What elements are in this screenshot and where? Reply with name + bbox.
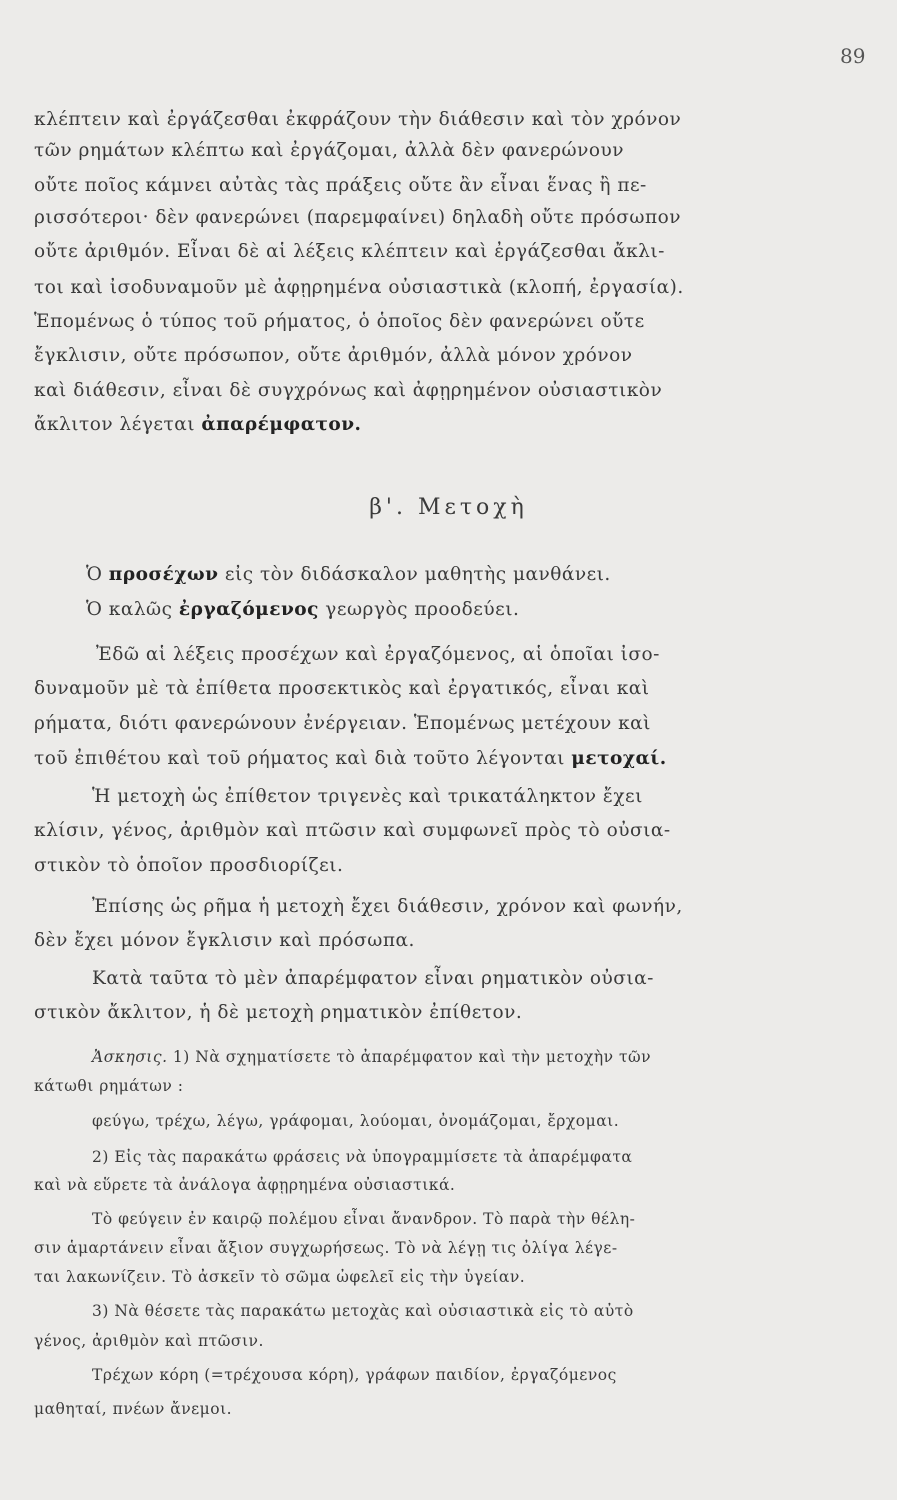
text-line: τῶν ρημάτων κλέπτω καὶ ἐργάζομαι, ἀλλὰ δὲν φανερώνουν: [34, 140, 624, 161]
text-span: ἄκλιτον λέγεται: [34, 414, 202, 435]
term-infinitive: ἀπαρέμφατον.: [201, 414, 362, 435]
text-line: Κατὰ ταῦτα τὸ μὲν ἀπαρέμφατον εἶναι ρηματικὸν οὐσια-: [92, 968, 654, 989]
text-line: Ἐπίσης ὡς ρῆμα ἡ μετοχὴ ἔχει διάθεσιν, χρόνον καὶ φωνήν,: [92, 896, 683, 917]
exercise-line: φεύγω, τρέχω, λέγω, γράφομαι, λούομαι, ὀνομάζομαι, ἔρχομαι.: [92, 1112, 620, 1130]
exercise-line: κάτωθι ρημάτων :: [34, 1077, 184, 1095]
example-sentence: [86, 599, 519, 620]
exercise-line: 3) Νὰ θέσετε τὰς παρακάτω μετοχὰς καὶ οὐσιαστικὰ εἰς τὸ αὐτὸ: [92, 1302, 634, 1320]
text-line: δὲν ἔχει μόνον ἔγκλισιν καὶ πρόσωπα.: [34, 930, 415, 951]
text-line: δυναμοῦν μὲ τὰ ἐπίθετα προσεκτικὸς καὶ ἐργατικός, εἶναι καὶ: [34, 678, 650, 699]
exercise-label: Ἀσκησις.: [92, 1048, 168, 1066]
text-line: κλέπτειν καὶ ἐργάζεσθαι ἐκφράζουν τὴν διάθεσιν καὶ τὸν χρόνον: [34, 109, 682, 130]
text-span: τοῦ ἐπιθέτου καὶ τοῦ ρήματος καὶ διὰ τοῦτο λέγονται: [34, 748, 572, 769]
text-line: οὔτε ποῖος κάμνει αὐτὰς τὰς πράξεις οὔτε ἂν εἶναι ἕνας ἢ πε-: [34, 175, 647, 196]
term-participle: ἐργαζόμενος: [178, 599, 319, 620]
text-line: στικὸν ἄκλιτον, ἡ δὲ μετοχὴ ρηματικὸν ἐπίθετον.: [34, 1002, 523, 1023]
page-number: 89: [840, 44, 866, 68]
example-sentence: [86, 564, 611, 585]
text-line: κλίσιν, γένος, ἀριθμὸν καὶ πτῶσιν καὶ συμφωνεῖ πρὸς τὸ οὐσια-: [34, 820, 671, 841]
text-line: οὔτε ἀριθμόν. Εἶναι δὲ αἱ λέξεις κλέπτειν καὶ ἐργάζεσθαι ἄκλι-: [34, 241, 665, 262]
exercise-line: γένος, ἀριθμὸν καὶ πτῶσιν.: [34, 1332, 264, 1350]
exercise-line: [92, 1048, 651, 1066]
exercise-line: Τὸ φεύγειν ἐν καιρῷ πολέμου εἶναι ἄνανδρον. Τὸ παρὰ τὴν θέλη-: [92, 1210, 636, 1228]
text-span: Ὁ: [86, 564, 109, 585]
exercise-line: καὶ νὰ εὕρετε τὰ ἀνάλογα ἀφῃρημένα οὐσιαστικά.: [34, 1176, 456, 1194]
term-participle: προσέχων: [108, 564, 219, 585]
text-line: καὶ διάθεσιν, εἶναι δὲ συγχρόνως καὶ ἀφῃρημένον οὐσιαστικὸν: [34, 380, 663, 401]
text-span: Ὁ καλῶς: [86, 599, 179, 620]
text-line: Ἡ μετοχὴ ὡς ἐπίθετον τριγενὲς καὶ τρικατάληκτον ἔχει: [92, 786, 643, 807]
text-line: [34, 414, 362, 435]
text-line: ρισσότεροι· δὲν φανερώνει (παρεμφαίνει) δηλαδὴ οὔτε πρόσωπον: [34, 207, 682, 228]
text-span: εἰς τὸν διδάσκαλον μαθητὴς μανθάνει.: [218, 564, 611, 585]
exercise-line: Τρέχων κόρη (=τρέχουσα κόρη), γράφων παιδίον, ἐργαζόμενος: [92, 1366, 617, 1384]
text-line: ἔγκλισιν, οὔτε πρόσωπον, οὔτε ἀριθμόν, ἀλλὰ μόνον χρόνον: [34, 345, 633, 366]
section-heading: β'. Μετοχὴ: [369, 495, 528, 520]
text-span: 1) Νὰ σχηματίσετε τὸ ἀπαρέμφατον καὶ τὴν μετοχὴν τῶν: [167, 1048, 652, 1066]
exercise-line: σιν ἁμαρτάνειν εἶναι ἄξιον συγχωρήσεως. Τὸ νὰ λέγῃ τις ὀλίγα λέγε-: [34, 1239, 618, 1257]
exercise-line: 2) Εἰς τὰς παρακάτω φράσεις νὰ ὑπογραμμίσετε τὰ ἀπαρέμφατα: [92, 1148, 633, 1166]
text-line: ρήματα, διότι φανερώνουν ἐνέργειαν. Ἑπομένως μετέχουν καὶ: [34, 713, 651, 734]
text-line: Ἐδῶ αἱ λέξεις προσέχων καὶ ἐργαζόμενος, αἱ ὁποῖαι ἰσο-: [96, 644, 660, 665]
term-participles: μετοχαί.: [571, 748, 667, 769]
text-line: Ἑπομένως ὁ τύπος τοῦ ρήματος, ὁ ὁποῖος δὲν φανερώνει οὔτε: [34, 311, 645, 332]
exercise-line: μαθηταί, πνέων ἄνεμοι.: [34, 1400, 233, 1418]
text-span: γεωργὸς προοδεύει.: [318, 599, 520, 620]
text-line: στικὸν τὸ ὁποῖον προσδιορίζει.: [34, 855, 344, 876]
exercise-line: ται λακωνίζειν. Τὸ ἀσκεῖν τὸ σῶμα ὠφελεῖ εἰς τὴν ὑγείαν.: [34, 1268, 526, 1286]
text-line: [34, 748, 667, 769]
text-line: τοι καὶ ἰσοδυναμοῦν μὲ ἀφῃρημένα οὐσιαστικὰ (κλοπή, ἐργασία).: [34, 277, 684, 298]
